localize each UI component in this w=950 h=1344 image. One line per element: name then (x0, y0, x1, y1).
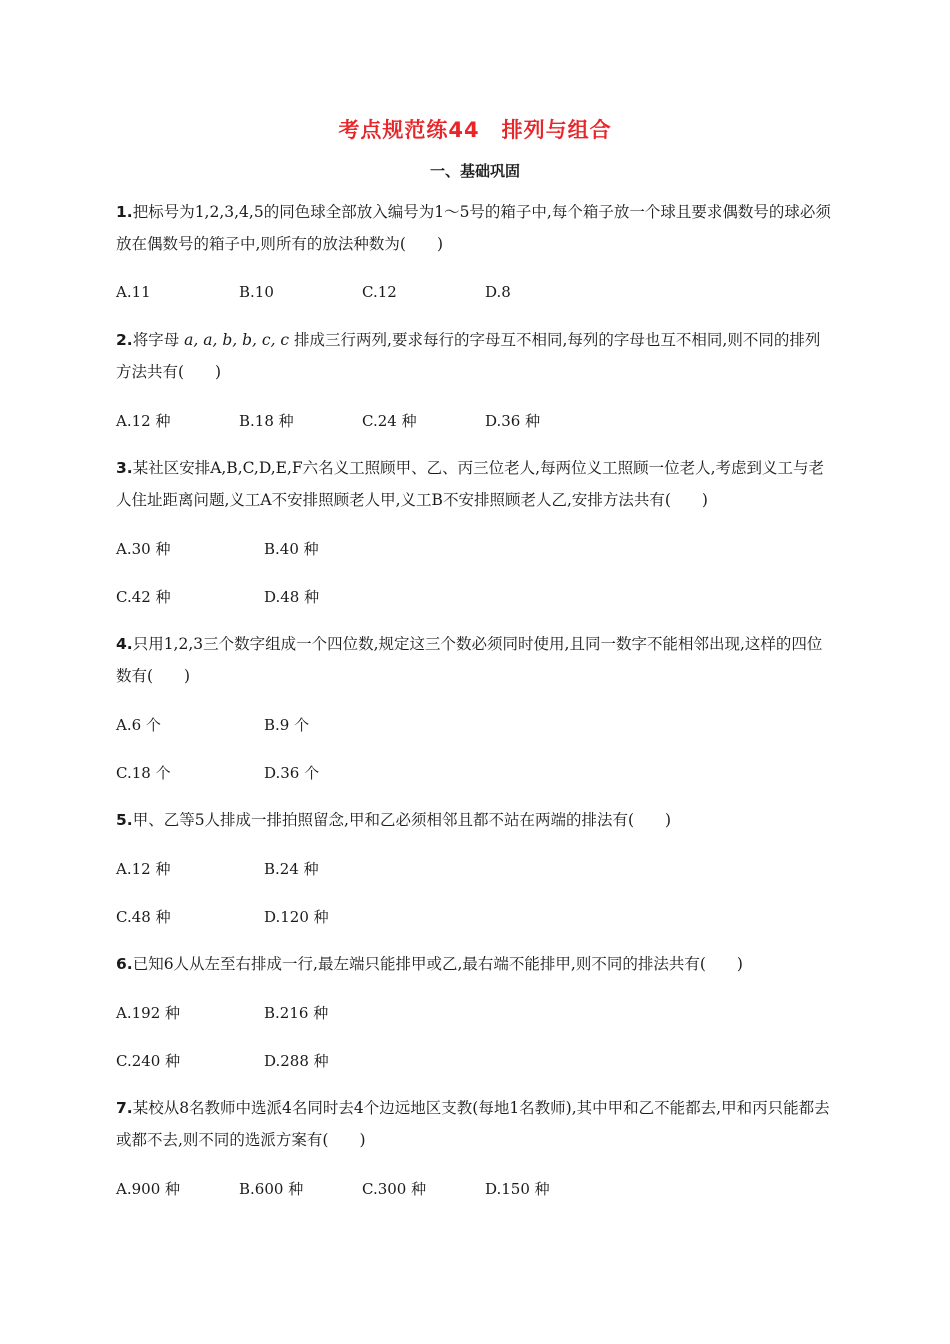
question-stem (116, 196, 834, 260)
option-b: B.216 种 (264, 1003, 329, 1022)
option-row (116, 1036, 834, 1084)
option-a: A.900 种 (116, 1179, 180, 1198)
question-number: 1. (116, 203, 133, 221)
question-stem (116, 1092, 834, 1156)
option-c: C.12 (362, 283, 397, 301)
option-row (116, 396, 834, 444)
question-stem (116, 948, 834, 980)
question-3 (116, 452, 834, 620)
option-c: C.18 个 (116, 763, 171, 782)
question-stem (116, 324, 834, 388)
option-row (116, 892, 834, 940)
question-stem (116, 628, 834, 692)
option-d: D.48 种 (264, 587, 320, 606)
question-stem (116, 452, 834, 516)
question-number: 4. (116, 635, 133, 653)
option-d: D.8 (485, 283, 511, 301)
question-6 (116, 948, 834, 1084)
page-title: 考点规范练44 排列与组合 (338, 118, 612, 142)
question-5 (116, 804, 834, 940)
question-number: 3. (116, 459, 133, 477)
question-stem (116, 804, 834, 836)
option-a: A.12 种 (116, 859, 171, 878)
option-b: B.9 个 (264, 715, 310, 734)
option-a: A.30 种 (116, 539, 171, 558)
option-a: A.6 个 (116, 715, 161, 734)
option-c: C.42 种 (116, 587, 171, 606)
option-d: D.36 个 (264, 763, 320, 782)
option-d: D.150 种 (485, 1179, 550, 1198)
question-letters: a, a, b, b, c, c (184, 331, 290, 349)
option-row (116, 524, 834, 572)
question-text: 只用1,2,3三个数字组成一个四位数,规定这三个数必须同时使用,且同一数字不能相邻出现,这样的四位数有( ) (116, 635, 823, 685)
option-row (116, 572, 834, 620)
option-c: C.48 种 (116, 907, 171, 926)
option-a: A.192 种 (116, 1003, 180, 1022)
option-row (116, 700, 834, 748)
option-c: C.300 种 (362, 1179, 427, 1198)
option-b: B.40 种 (264, 539, 319, 558)
question-text: 某社区安排A,B,C,D,E,F六名义工照顾甲、乙、丙三位老人,每两位义工照顾一位老人,考虑到义工与老人住址距离问题,义工A不安排照顾老人甲,义工B不安排照顾老人乙,安排方法共有( ) (116, 459, 825, 509)
question-text: 某校从8名教师中选派4名同时去4个边远地区支教(每地1名教师),其中甲和乙不能都去,甲和丙只能都去或都不去,则不同的选派方案有( ) (116, 1099, 830, 1149)
option-d: D.120 种 (264, 907, 329, 926)
option-b: B.600 种 (239, 1179, 304, 1198)
question-7 (116, 1092, 834, 1212)
question-1 (116, 196, 834, 316)
option-row (116, 844, 834, 892)
question-text: 甲、乙等5人排成一排拍照留念,甲和乙必须相邻且都不站在两端的排法有( ) (132, 811, 672, 829)
question-number: 6. (116, 955, 133, 973)
question-number: 5. (116, 811, 133, 829)
section-title: 一、基础巩固 (429, 162, 520, 180)
option-row (116, 1164, 834, 1212)
option-a: A.11 (116, 283, 151, 301)
question-number: 7. (116, 1099, 133, 1117)
question-4 (116, 628, 834, 796)
option-b: B.24 种 (264, 859, 319, 878)
option-row (116, 268, 834, 316)
option-c: C.24 种 (362, 411, 417, 430)
option-d: D.36 种 (485, 411, 541, 430)
question-text: 已知6人从左至右排成一行,最左端只能排甲或乙,最右端不能排甲,则不同的排法共有( ) (132, 955, 743, 973)
option-a: A.12 种 (116, 411, 171, 430)
option-c: C.240 种 (116, 1051, 181, 1070)
question-list (116, 196, 834, 1212)
option-d: D.288 种 (264, 1051, 329, 1070)
question-text-post: 排成三行两列,要求每行的字母互不相同,每列的字母也互不相同,则不同的排列方法共有( ) (116, 331, 821, 381)
option-b: B.18 种 (239, 411, 294, 430)
option-row (116, 748, 834, 796)
option-row (116, 988, 834, 1036)
question-text-pre: 将字母 (132, 331, 180, 349)
option-b: B.10 (239, 283, 274, 301)
question-number: 2. (116, 331, 133, 349)
question-2 (116, 324, 834, 444)
question-text: 把标号为1,2,3,4,5的同色球全部放入编号为1～5号的箱子中,每个箱子放一个球且要求偶数号的球必须放在偶数号的箱子中,则所有的放法种数为( ) (116, 203, 831, 253)
